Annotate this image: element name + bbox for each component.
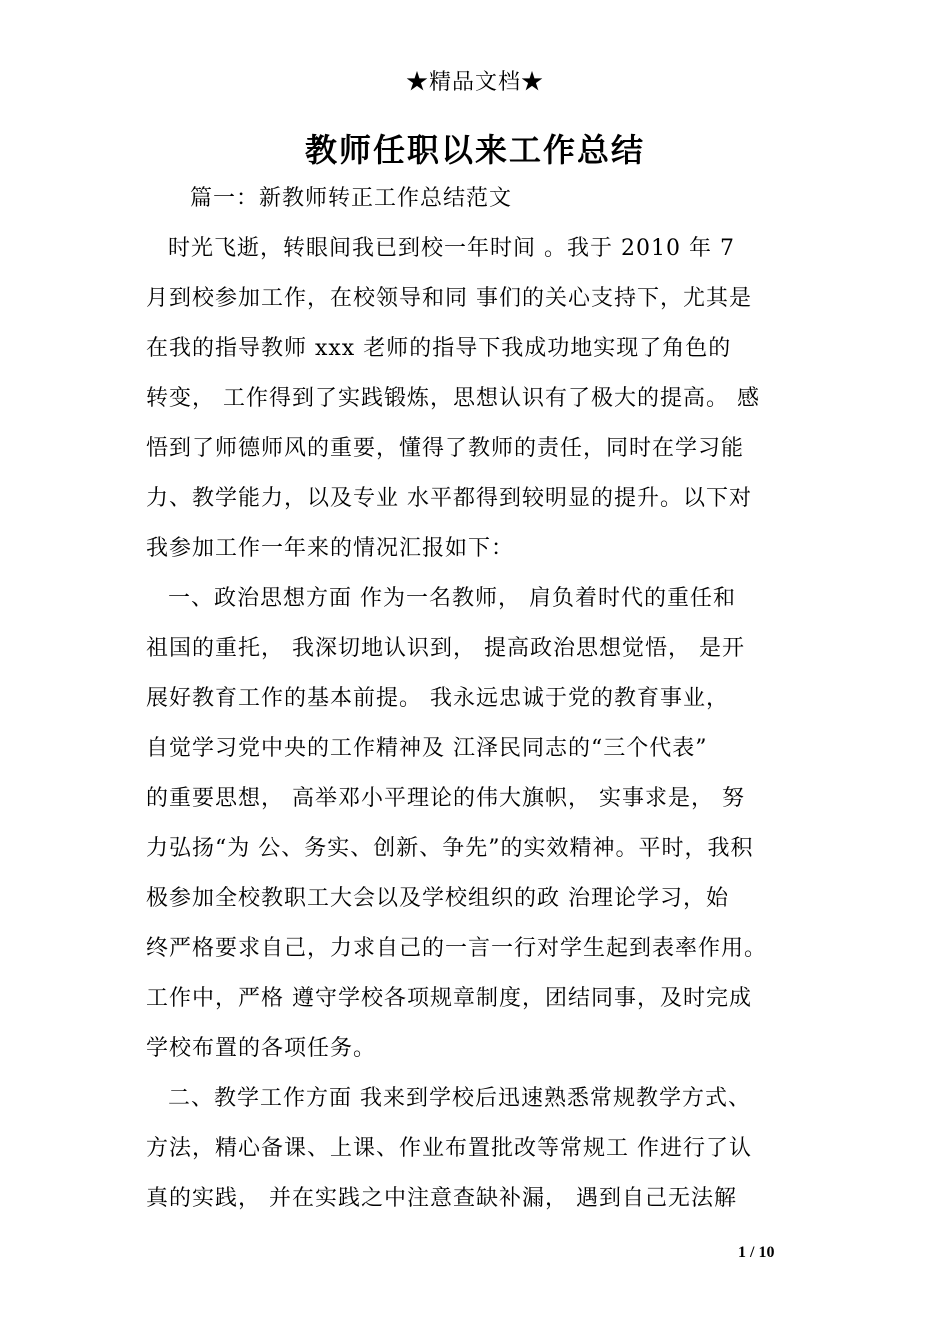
body-line: 自觉学习党中央的工作精神及 江泽民同志的“三个代表”	[146, 736, 708, 761]
body-line: 二、教学工作方面 我来到学校后迅速熟悉常规教学方式、	[168, 1086, 751, 1111]
page-number: 1 / 10	[738, 1244, 775, 1261]
body-line: 的重要思想， 高举邓小平理论的伟大旗帜， 实事求是， 努	[146, 786, 745, 811]
body-line: 悟到了师德师风的重要，懂得了教师的责任，同时在学习能	[146, 436, 745, 461]
body-line: 时光飞逝，转眼间我已到校一年时间 。我于 2010 年 7	[168, 236, 735, 261]
body-line: 在我的指导教师 xxx 老师的指导下我成功地实现了角色的	[146, 336, 732, 361]
body-line: 我参加工作一年来的情况汇报如下：	[146, 536, 515, 561]
body-line: 极参加全校教职工大会以及学校组织的政 治理论学习，始	[146, 886, 729, 911]
body-line: 一、政治思想方面 作为一名教师， 肩负着时代的重任和	[168, 586, 736, 611]
body-line: 展好教育工作的基本前提。 我永远忠诚于党的教育事业，	[146, 686, 729, 711]
body-line: 工作中，严格 遵守学校各项规章制度，团结同事，及时完成	[146, 986, 752, 1011]
document-subtitle: 篇一：新教师转正工作总结范文	[190, 186, 513, 211]
body-line: 月到校参加工作，在校领导和同 事们的关心支持下，尤其是	[146, 286, 752, 311]
page-header: ★精品文档★	[405, 70, 544, 95]
body-line: 力、教学能力，以及专业 水平都得到较明显的提升。以下对	[146, 486, 752, 511]
body-line: 真的实践， 并在实践之中注意查缺补漏， 遇到自己无法解	[146, 1186, 737, 1211]
body-line: 学校布置的各项任务。	[146, 1036, 377, 1061]
body-line: 力弘扬“为 公、务实、创新、争先”的实效精神。平时，我积	[146, 836, 754, 861]
body-line: 方法，精心备课、上课、作业布置批改等常规工 作进行了认	[146, 1136, 752, 1161]
body-line: 终严格要求自己，力求自己的一言一行对学生起到表率作用。	[146, 936, 768, 961]
body-line: 祖国的重托， 我深切地认识到， 提高政治思想觉悟， 是开	[146, 636, 745, 661]
body-line: 转变， 工作得到了实践锻炼，思想认识有了极大的提高。 感	[146, 386, 760, 411]
document-title: 教师任职以来工作总结	[304, 131, 645, 169]
